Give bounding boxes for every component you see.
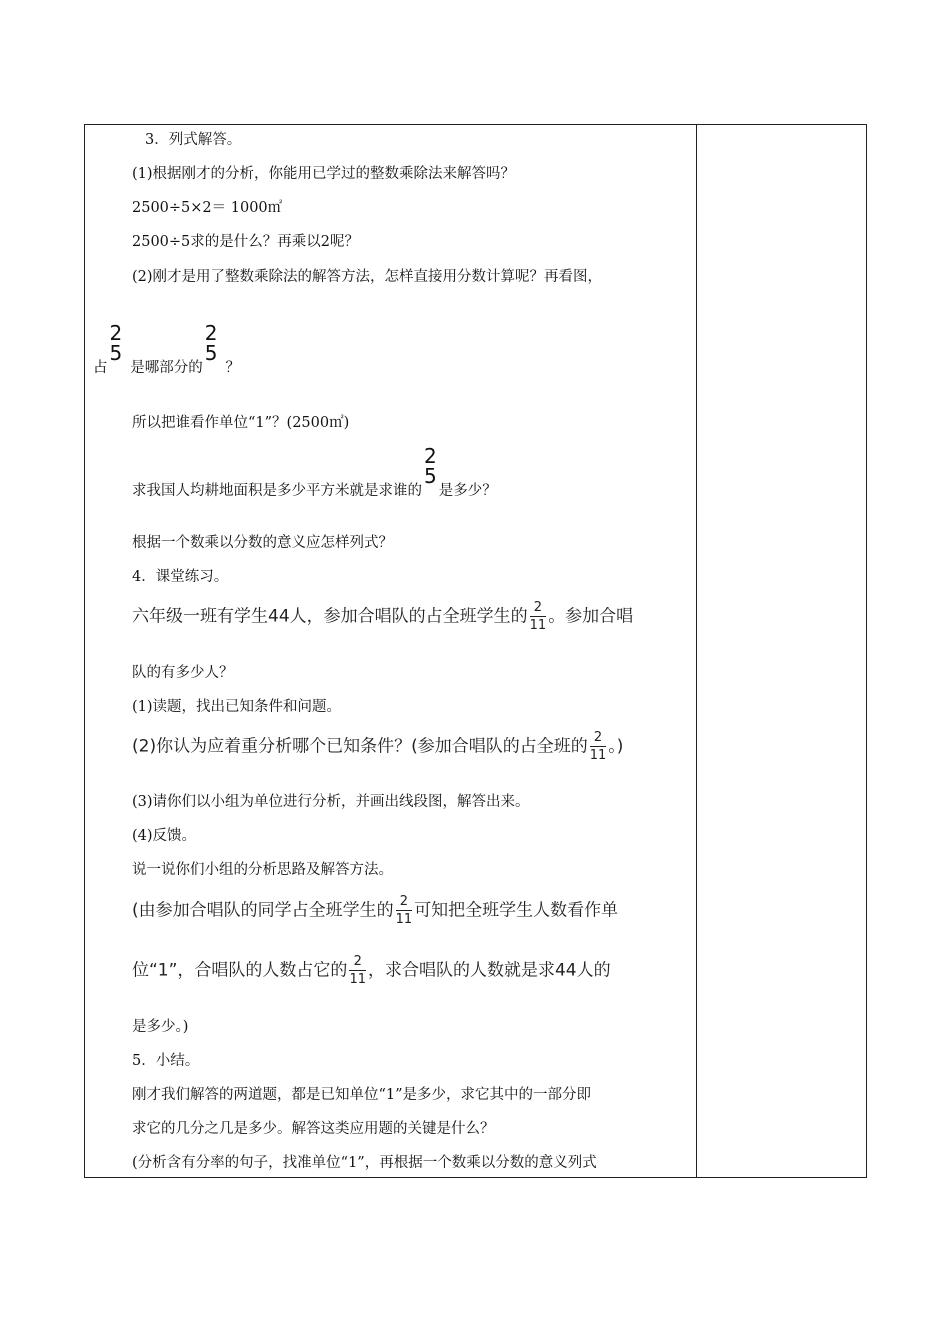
fraction-two-elevenths: $\frac{2}{11}$	[529, 600, 547, 633]
explanation-text-a: (由参加合唱队的同学占全班学生的	[132, 900, 394, 921]
explanation-text-b: 可知把全班学生人数看作单	[414, 900, 619, 921]
explanation-line-3: 是多少。)	[132, 1019, 189, 1035]
exercise-text-a: 六年级一班有学生44人，参加合唱队的占全班学生的	[132, 606, 528, 627]
area-question-text: 求我国人均耕地面积是多少平方米就是求谁的	[132, 483, 422, 499]
text-which-part: 是哪部分的	[130, 360, 203, 376]
exercise-text-b: 。参加合唱	[548, 606, 634, 627]
area-question-line	[132, 444, 497, 499]
step-5-heading: 5．小结。	[132, 1053, 200, 1069]
explanation-text-c: 位“1”，合唱队的人数占它的	[132, 960, 348, 981]
fraction-question-line	[93, 321, 240, 376]
summary-line-1: 刚才我们解答的两道题，都是已知单位“1”是多少，求它其中的一部分即	[132, 1087, 592, 1103]
exercise-line-2: 队的有多少人？	[132, 665, 234, 681]
explanation-text-d: ，求合唱队的人数就是求44人的	[367, 960, 611, 981]
step-feedback: (4)反馈。	[132, 828, 197, 844]
column-divider	[696, 125, 697, 1177]
discussion-prompt: 说一说你们小组的分析思路及解答方法。	[132, 862, 393, 878]
step-read: (1)读题，找出已知条件和问题。	[132, 699, 342, 715]
fraction-two-elevenths-2: $\frac{2}{11}$	[589, 730, 607, 763]
step-group: (3)请你们以小组为单位进行分析，并画出线段图，解答出来。	[132, 794, 530, 810]
step-analyze-line	[132, 731, 623, 762]
explanation-line-2	[132, 955, 685, 986]
step-analyze-text: (2)你认为应着重分析哪个已知条件？(参加合唱队的占全班的	[132, 736, 588, 757]
fraction-two-fifths-3: 2 5	[424, 444, 437, 488]
fraction-two-elevenths-3: $\frac{2}{11}$	[395, 894, 413, 927]
exercise-line-1	[132, 601, 633, 632]
formula-integer: 2500÷5×2＝ 1000㎡	[132, 200, 283, 216]
step-4-heading: 4．课堂练习。	[132, 569, 229, 585]
step-analyze-tail: 。)	[608, 736, 624, 757]
question-meaning: 2500÷5求的是什么？再乘以2呢？	[132, 234, 360, 250]
summary-line-3: (分析含有分率的句子，找准单位“1”，再根据一个数乘以分数的意义列式	[132, 1155, 597, 1171]
formula-question: 根据一个数乘以分数的意义应怎样列式？	[132, 535, 393, 551]
question-2: (2)刚才是用了整数乘除法的解答方法，怎样直接用分数计算呢？再看图，	[132, 269, 603, 285]
fraction-two-elevenths-4: $\frac{2}{11}$	[349, 955, 366, 986]
unit-one-question: 所以把谁看作单位“1”？(2500㎡)	[132, 415, 350, 431]
area-question-tail: 是多少？	[438, 483, 497, 499]
text-question-mark: ？	[225, 360, 240, 376]
fraction-two-fifths: 2 5	[109, 321, 123, 365]
fraction-two-fifths-2: 2 5	[204, 321, 218, 365]
explanation-line-1	[132, 895, 618, 926]
summary-line-2: 求它的几分之几是多少。解答这类应用题的关键是什么？	[132, 1121, 495, 1137]
question-1: (1)根据刚才的分析，你能用已学过的整数乘除法来解答吗？	[132, 166, 516, 182]
step-3-heading: 3．列式解答。	[145, 132, 242, 148]
text-zhan: 占	[93, 360, 108, 376]
